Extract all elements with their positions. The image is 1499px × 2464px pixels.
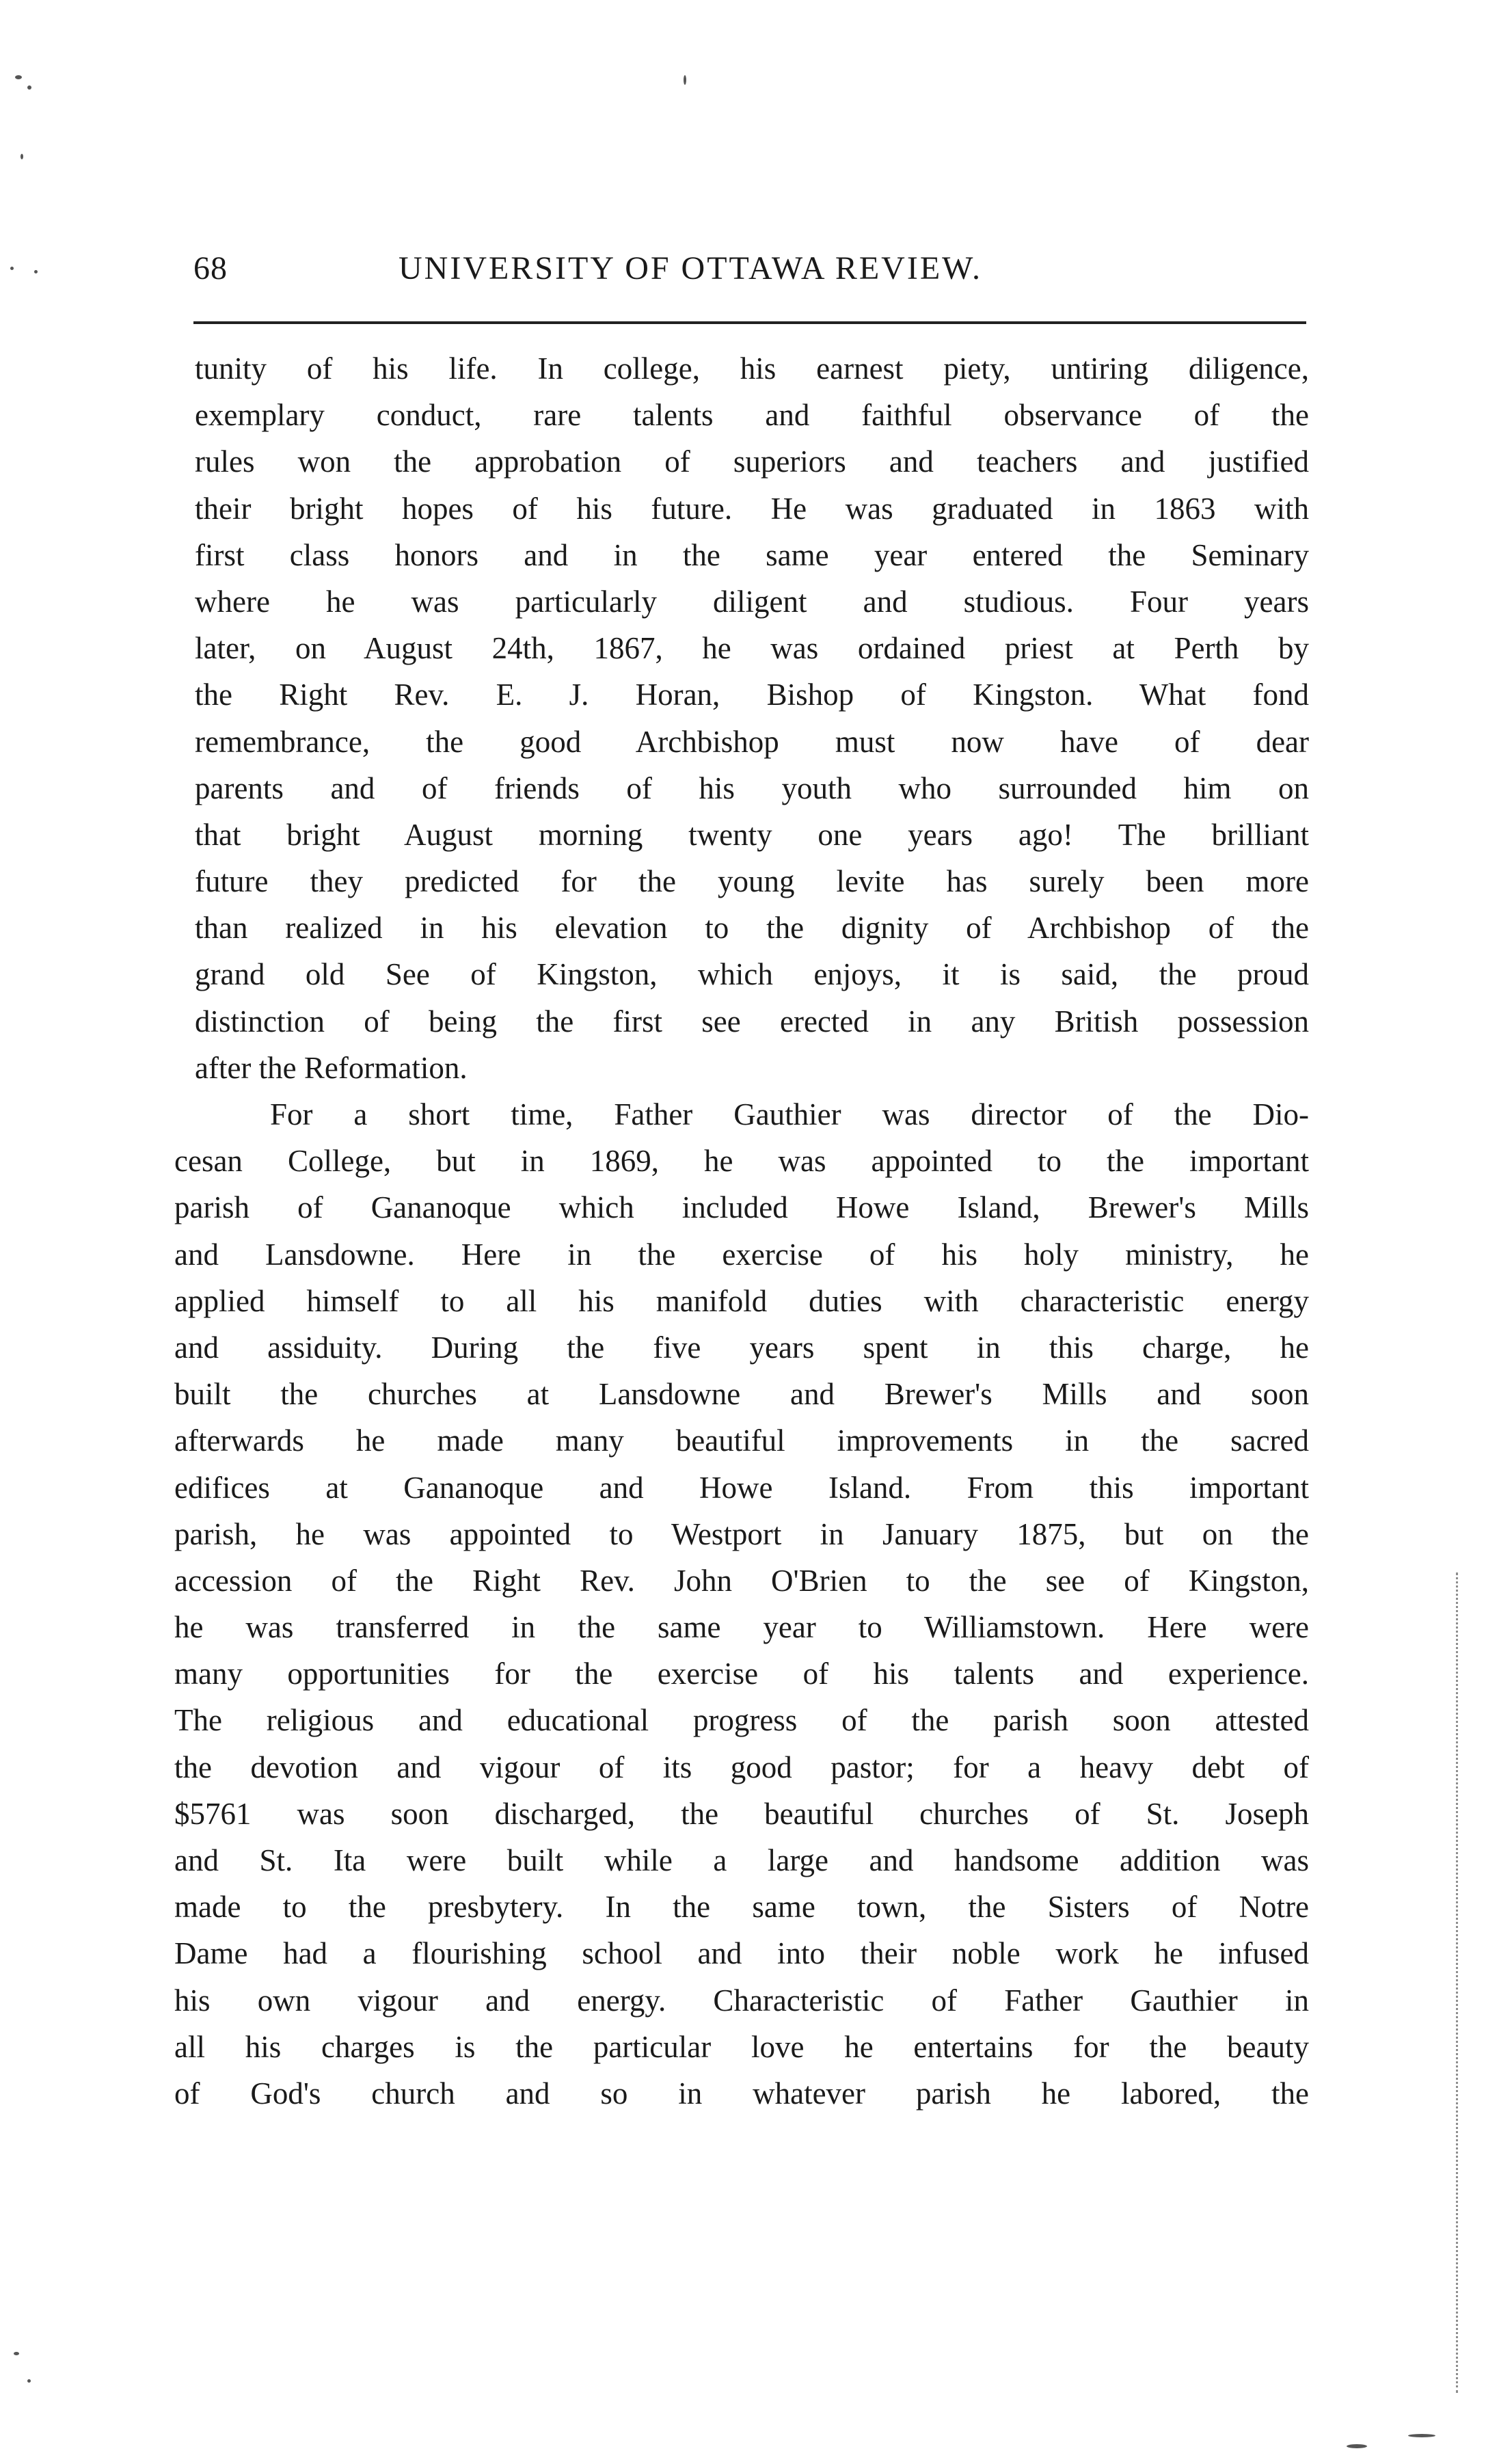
paragraph-1 — [174, 345, 1309, 1091]
text-line: the devotion and vigour of its good pastor; for a heavy debt of — [174, 1750, 1309, 1784]
text-line: The religious and educational progress of the parish soon attested — [174, 1703, 1309, 1738]
text-line: all his charges is the particular love he entertains for the beauty — [174, 2029, 1309, 2064]
text-line: later, on August 24th, 1867, he was ordained priest at Perth by — [195, 631, 1309, 666]
text-line: made to the presbytery. In the same town, the Sisters of Notre — [174, 1890, 1309, 1925]
text-line: cesan College, but in 1869, he was appointed to the important — [174, 1144, 1309, 1179]
text-line: grand old See of Kingston, which enjoys, it is said, the proud — [195, 957, 1309, 992]
text-line: that bright August morning twenty one years ago! The brilliant — [195, 817, 1309, 852]
scan-speck — [15, 75, 22, 79]
paragraph-2 — [174, 1091, 1309, 2117]
scan-speck — [34, 270, 38, 273]
text-line: Dame had a flourishing school and into their noble work he infused — [174, 1936, 1309, 1971]
text-line: than realized in his elevation to the dignity of Archbishop of the — [195, 911, 1309, 946]
text-line: $5761 was soon discharged, the beautiful churches of St. Joseph — [174, 1796, 1309, 1831]
page-header — [193, 250, 1306, 297]
text-line: after the Reformation. — [195, 1050, 468, 1085]
scan-speck — [1347, 2444, 1367, 2448]
text-line: their bright hopes of his future. He was graduated in 1863 with — [195, 491, 1309, 526]
text-line: accession of the Right Rev. John O'Brien to the see of Kingston, — [174, 1563, 1309, 1598]
body-text — [174, 345, 1309, 2117]
scan-speck — [27, 2379, 31, 2383]
page-number: 68 — [193, 250, 228, 286]
page-edge-mark — [1454, 1572, 1458, 2393]
text-line: and St. Ita were built while a large and handsome addition was — [174, 1843, 1309, 1877]
text-line: tunity of his life. In college, his earnest piety, untiring diligence, — [195, 351, 1309, 386]
text-line: applied himself to all his manifold duties with characteristic energy — [174, 1283, 1309, 1318]
text-line: future they predicted for the young levite has surely been more — [195, 864, 1309, 899]
text-line: first class honors and in the same year entered the Seminary — [195, 537, 1309, 572]
scan-speck — [10, 267, 14, 270]
text-line: the Right Rev. E. J. Horan, Bishop of Kingston. What fond — [195, 678, 1309, 712]
running-head: UNIVERSITY OF OTTAWA REVIEW. — [399, 250, 983, 286]
text-line: remembrance, the good Archbishop must now have of dear — [195, 724, 1309, 759]
text-line: rules won the approbation of superiors and teachers and justified — [195, 444, 1309, 479]
scan-speck — [14, 2352, 19, 2355]
text-line: he was transferred in the same year to Williamstown. Here were — [174, 1610, 1309, 1645]
text-line: For a short time, Father Gauthier was director of the Dio- — [270, 1097, 1309, 1131]
text-line: exemplary conduct, rare talents and faithful observance of the — [195, 398, 1309, 433]
header-rule — [193, 321, 1306, 324]
text-line: afterwards he made many beautiful improvements in the sacred — [174, 1423, 1309, 1458]
text-line: where he was particularly diligent and studious. Four years — [195, 584, 1309, 619]
text-line: parish of Gananoque which included Howe Island, Brewer's Mills — [174, 1190, 1309, 1225]
text-line: distinction of being the first see erected in any British possession — [195, 1004, 1309, 1039]
text-line: edifices at Gananoque and Howe Island. From this important — [174, 1470, 1309, 1505]
text-line: his own vigour and energy. Characteristic of Father Gauthier in — [174, 1983, 1309, 2018]
scan-speck — [21, 154, 23, 159]
text-line: parish, he was appointed to Westport in January 1875, but on the — [174, 1516, 1309, 1551]
text-line: built the churches at Lansdowne and Brewer's Mills and soon — [174, 1377, 1309, 1412]
scan-speck — [27, 85, 31, 90]
text-line: many opportunities for the exercise of his talents and experience. — [174, 1657, 1309, 1691]
text-line: parents and of friends of his youth who surrounded him on — [195, 771, 1309, 805]
text-line: and assiduity. During the five years spent in this charge, he — [174, 1330, 1309, 1365]
scan-speck — [684, 75, 686, 85]
scan-speck — [1408, 2434, 1435, 2437]
text-line: of God's church and so in whatever parish he labored, the — [174, 2076, 1309, 2111]
text-line: and Lansdowne. Here in the exercise of his holy ministry, he — [174, 1237, 1309, 1272]
